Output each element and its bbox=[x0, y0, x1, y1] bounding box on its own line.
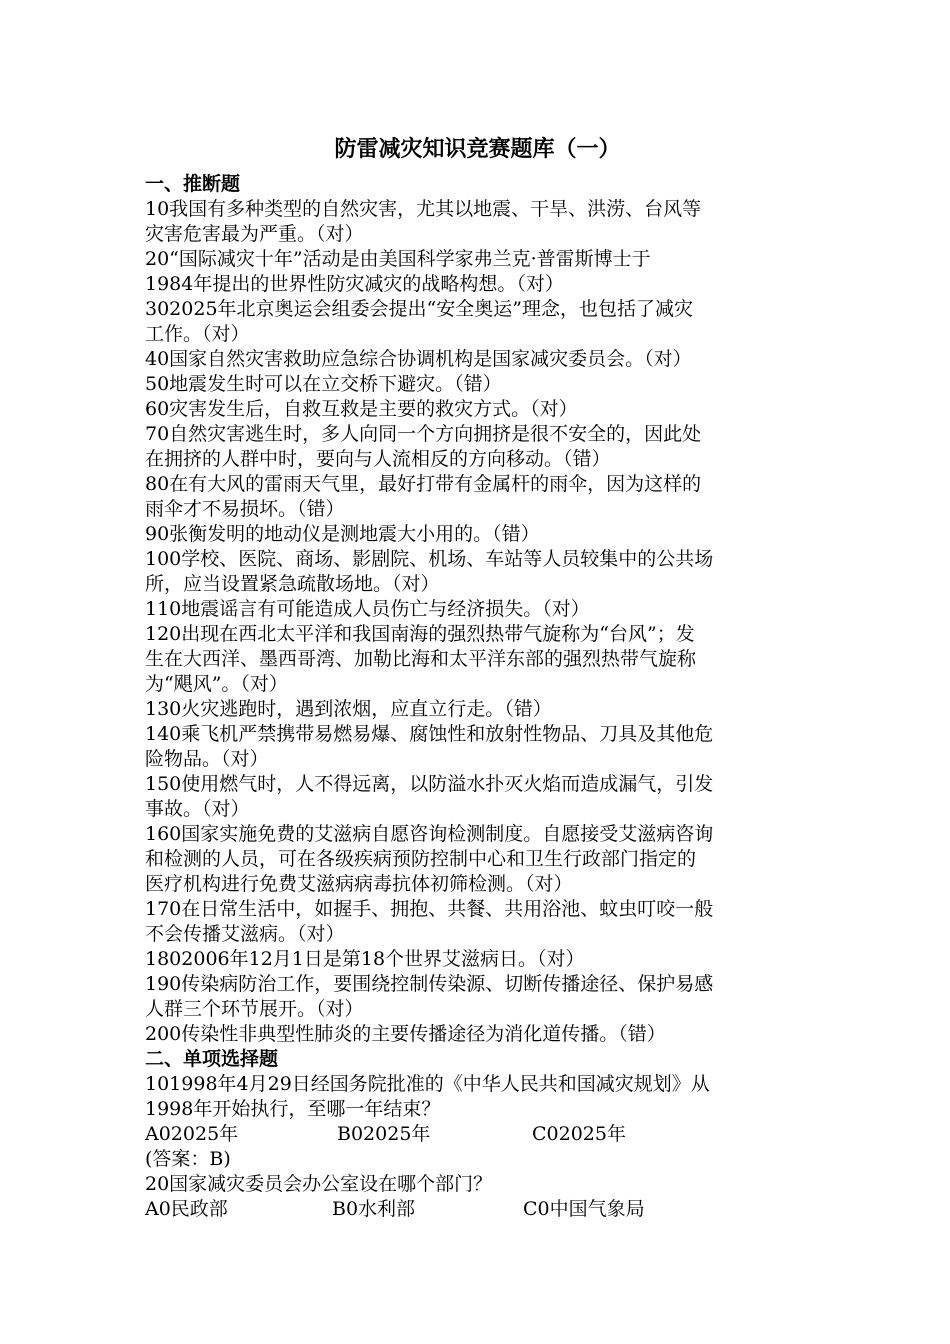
document-content bbox=[145, 172, 810, 1222]
true-false-question bbox=[145, 597, 810, 622]
question-line: 170在日常生活中，如握手、拥抱、共餐、共用浴池、蚊虫叮咬一般 bbox=[145, 898, 714, 920]
question-line: 100学校、医院、商场、影剧院、机场、车站等人员较集中的公共场 bbox=[145, 548, 714, 570]
question-line: 80在有大风的雷雨天气里，最好打带有金属杆的雨伞，因为这样的 bbox=[145, 473, 702, 495]
question-line: 险物品。（对） bbox=[145, 748, 269, 770]
true-false-question bbox=[145, 972, 810, 1022]
question-line: 1998年开始执行，至哪一年结束？ bbox=[145, 1098, 441, 1120]
question-line: 不会传播艾滋病。（对） bbox=[145, 923, 345, 945]
choice-question-2 bbox=[145, 1172, 810, 1222]
question-line: 医疗机构进行免费艾滋病病毒抗体初筛检测。（对） bbox=[145, 873, 573, 895]
answer-text: (答案：B) bbox=[145, 1148, 231, 1170]
true-false-question bbox=[145, 297, 810, 347]
question-line: 为“飓风”。（对） bbox=[145, 673, 288, 695]
true-false-question bbox=[145, 372, 810, 397]
question-text bbox=[145, 1072, 810, 1122]
question-line: 事故。（对） bbox=[145, 798, 250, 820]
section-heading-true-false: 一、推断题 bbox=[145, 173, 241, 195]
question-line: 101998年4月29日经国务院批准的《中华人民共和国减灾规划》从 bbox=[145, 1073, 710, 1095]
true-false-question bbox=[145, 722, 810, 772]
question-text bbox=[145, 1172, 810, 1197]
question-line: 60灾害发生后，自救互救是主要的救灾方式。（对） bbox=[145, 398, 578, 420]
true-false-question bbox=[145, 397, 810, 422]
section-heading-single-choice: 二、单项选择题 bbox=[145, 1048, 279, 1070]
option-c: C0中国气象局 bbox=[523, 1198, 645, 1220]
true-false-question bbox=[145, 897, 810, 947]
question-line: 20国家减灾委员会办公室设在哪个部门？ bbox=[145, 1173, 493, 1195]
question-line: 150使用燃气时，人不得远离，以防溢水扑灭火焰而造成漏气，引发 bbox=[145, 773, 714, 795]
question-line: 在拥挤的人群中时，要向与人流相反的方向移动。（错） bbox=[145, 448, 611, 470]
true-false-question bbox=[145, 547, 810, 597]
question-line: 90张衡发明的地动仪是测地震大小用的。（错） bbox=[145, 523, 540, 545]
true-false-question bbox=[145, 347, 810, 372]
question-line: 200传染性非典型性肺炎的主要传播途径为消化道传播。（错） bbox=[145, 1023, 666, 1045]
true-false-question bbox=[145, 197, 810, 247]
question-line: 302025年北京奥运会组委会提出“安全奥运”理念，也包括了减灾 bbox=[145, 298, 693, 320]
true-false-question bbox=[145, 522, 810, 547]
question-line: 190传染病防治工作，要围绕控制传染源、切断传播途径、保护易感 bbox=[145, 973, 714, 995]
option-row bbox=[145, 1197, 810, 1222]
option-a: A0民政部 bbox=[145, 1198, 228, 1220]
true-false-question bbox=[145, 697, 810, 722]
true-false-question bbox=[145, 622, 810, 697]
question-line: 50地震发生时可以在立交桥下避灾。（错） bbox=[145, 373, 502, 395]
true-false-question bbox=[145, 822, 810, 897]
question-line: 160国家实施免费的艾滋病自愿咨询检测制度。自愿接受艾滋病咨询 bbox=[145, 823, 714, 845]
option-a: A02025年 bbox=[145, 1123, 239, 1145]
question-line: 雨伞才不易损坏。（错） bbox=[145, 498, 345, 520]
question-line: 120出现在西北太平洋和我国南海的强烈热带气旋称为“台风”；发 bbox=[145, 623, 695, 645]
option-c: C02025年 bbox=[532, 1123, 626, 1145]
question-line: 20“国际减灾十年”活动是由美国科学家弗兰克·普雷斯博士于 bbox=[145, 248, 651, 270]
true-false-question bbox=[145, 247, 810, 297]
option-b: B02025年 bbox=[337, 1123, 431, 1145]
question-line: 130火灾逃跑时，遇到浓烟，应直立行走。（错） bbox=[145, 698, 552, 720]
question-line: 40国家自然灾害救助应急综合协调机构是国家减灾委员会。（对） bbox=[145, 348, 692, 370]
document-title: 防雷减灾知识竞赛题库（一） bbox=[334, 137, 621, 162]
question-line: 和检测的人员，可在各级疾病预防控制中心和卫生行政部门指定的 bbox=[145, 848, 697, 870]
question-line: 140乘飞机严禁携带易燃易爆、腐蚀性和放射性物品、刀具及其他危 bbox=[145, 723, 714, 745]
question-line: 1802006年12月1日是第18个世界艾滋病日。（对） bbox=[145, 948, 585, 970]
true-false-question bbox=[145, 472, 810, 522]
option-b: B0水利部 bbox=[332, 1198, 416, 1220]
question-line: 10我国有多种类型的自然灾害，尤其以地震、干旱、洪涝、台风等 bbox=[145, 198, 702, 220]
question-line: 灾害危害最为严重。（对） bbox=[145, 223, 364, 245]
question-line: 所，应当设置紧急疏散场地。（对） bbox=[145, 573, 440, 595]
question-line: 1984年提出的世界性防灾减灾的战略构想。（对） bbox=[145, 273, 564, 295]
true-false-question-list bbox=[145, 197, 810, 1047]
question-line: 人群三个环节展开。（对） bbox=[145, 998, 364, 1020]
question-line: 生在大西洋、墨西哥湾、加勒比海和太平洋东部的强烈热带气旋称 bbox=[145, 648, 697, 670]
question-line: 110地震谣言有可能造成人员伤亡与经济损失。（对） bbox=[145, 598, 590, 620]
question-line: 70自然灾害逃生时，多人向同一个方向拥挤是很不安全的，因此处 bbox=[145, 423, 702, 445]
true-false-question bbox=[145, 947, 810, 972]
true-false-question bbox=[145, 772, 810, 822]
true-false-question bbox=[145, 422, 810, 472]
option-row bbox=[145, 1122, 810, 1147]
true-false-question bbox=[145, 1022, 810, 1047]
choice-question-1 bbox=[145, 1072, 810, 1172]
question-line: 工作。（对） bbox=[145, 323, 250, 345]
